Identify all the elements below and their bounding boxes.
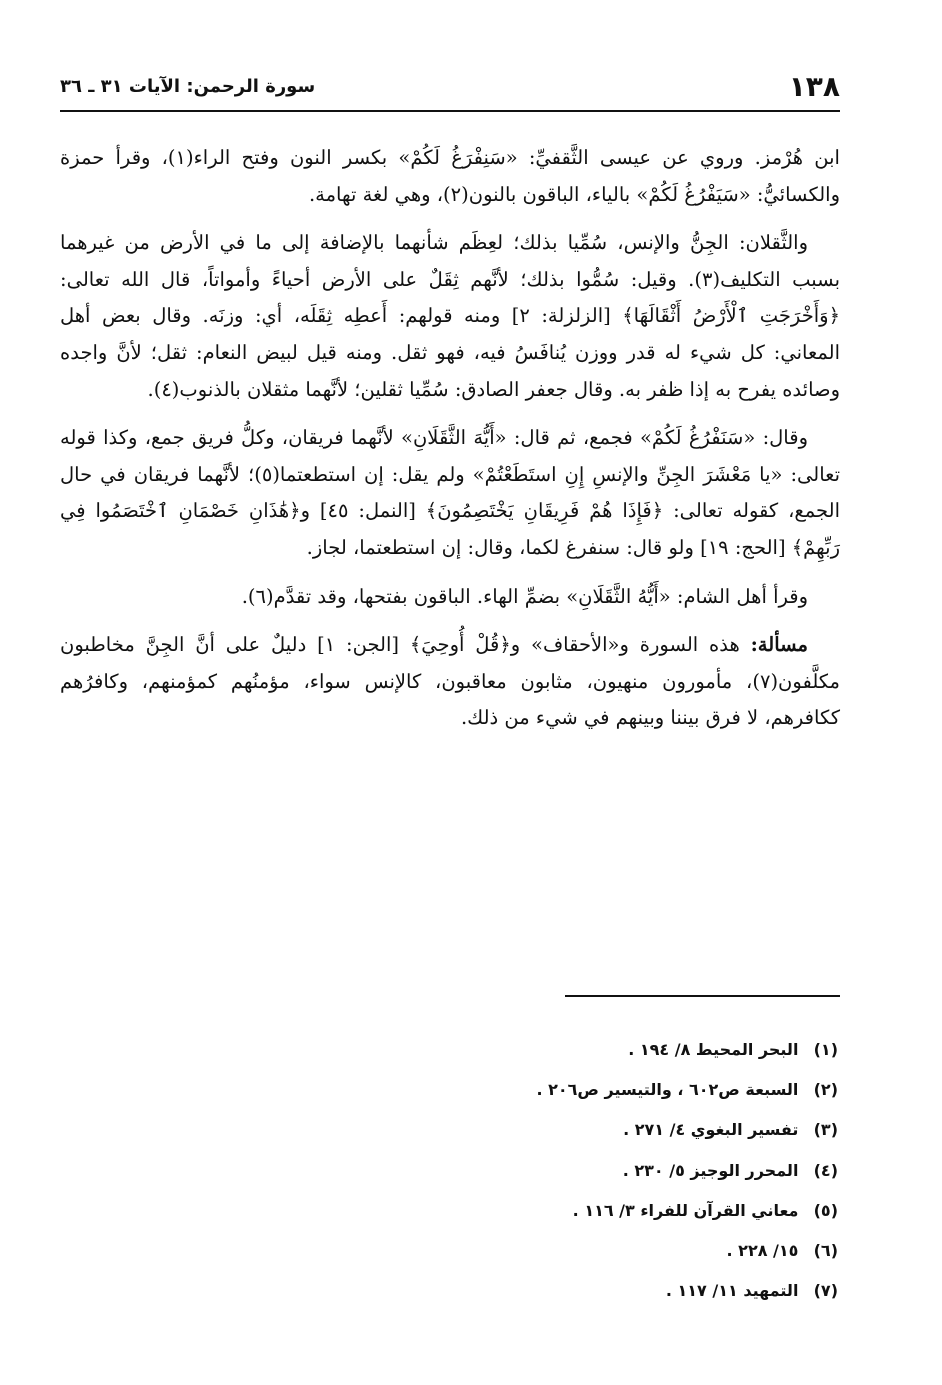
footnote-text: البحر المحيط ٨/ ١٩٤ . — [628, 1040, 799, 1059]
footnote-text: معاني القرآن للفراء ٣/ ١١٦ . — [572, 1200, 799, 1220]
paragraph-2: والثَّقلان: الجِنُّ والإنس، سُمِّيا بذلك؛ لعِظَم شأنهما بالإضافة إلى ما في الأرض من غيرهما بسبب التكليف(٣). وقيل: سُمُّوا بذلك؛ لأنَّهم ثِقَلٌ على الأرض أحياءً وأمواتاً، قال الله تعالى: ﴿وَأَخْرَجَتِ ٱلْأَرْضُ أَثْقَالَهَا﴾ [الزلزلة: ٢] ومنه قولهم: أَعطِه ثِقَلَه، أي: وزنَه. وقال بعض أهل المعاني: كل شيء له قدر ووزن يُنافَسُ فيه، فهو ثقل. ومنه قيل لبيض النعام: ثقل؛ لأنَّ واجده وصائده يفرح به إذا ظفر به. وقال جعفر الصادق: سُمِّيا ثقلين؛ لأنَّهما مثقلان بالذنوب(٤). — [60, 231, 841, 401]
paragraph-4: وقرأ أهل الشام: «أَيُّهُ الثَّقَلَانِ» بضمِّ الهاء. الباقون بفتحها، وقد تقدَّم(٦). — [241, 584, 808, 608]
main-text — [60, 140, 840, 749]
running-title: سورة الرحمن: الآيات ٣١ ـ ٣٦ — [60, 76, 316, 97]
footnote — [60, 1191, 838, 1231]
footnote-text: ١٥/ ٢٢٨ . — [726, 1241, 799, 1261]
page-header — [60, 68, 840, 108]
footnote-number: (٦) — [813, 1241, 838, 1261]
footnote — [60, 1151, 838, 1191]
paragraph-masala — [60, 627, 840, 737]
paragraph-1: ابن هُرْمز. وروي عن عيسى الثَّقفيِّ: «سَنِفْرَغُ لَكُمْ» بكسر النون وفتح الراء(١)، وقرأ حمزة والكسائيُّ: «سَيَفْرُغُ لَكُمْ» بالياء، الباقون بالنون(٢)، وهي لغة تهامة. — [60, 146, 840, 206]
footnote-text: السبعة ص٦٠٢ ، والتيسير ص٢٠٦ . — [536, 1080, 799, 1100]
masala-text: هذه السورة و«الأحقاف» و﴿قُلْ أُوحِيَ﴾ [الجن: ١] دليلٌ على أنَّ الجِنَّ مخاطبون مكلَّفون(٧)، مأمورون منهيون، مثابون معاقبون، كالإنس سواء، مؤمنُهم كمؤمنهم، وكافرُهم ككافرهم، لا فرق بيننا وبينهم في شيء من ذلك. — [60, 633, 840, 730]
footnote — [60, 1271, 838, 1311]
footnote — [60, 1231, 838, 1271]
footnote-number: (٧) — [813, 1281, 838, 1301]
footnote-number: (٤) — [813, 1160, 838, 1180]
footnote — [60, 1030, 838, 1070]
footnote-text: التمهيد ١١/ ١١٧ . — [665, 1281, 799, 1301]
masala-label: مسألة: — [750, 633, 808, 657]
footnote-number: (٢) — [813, 1080, 838, 1100]
footnote-number: (٥) — [813, 1200, 838, 1220]
footnote-text: تفسير البغوي ٤/ ٢٧١ . — [623, 1120, 799, 1140]
footnote-text: المحرر الوجيز ٥/ ٢٣٠ . — [622, 1160, 799, 1180]
page-number: ١٣٨ — [788, 70, 840, 103]
footnotes — [60, 1030, 838, 1311]
footnote-number: (١) — [813, 1040, 838, 1059]
footnote-rule — [565, 995, 840, 997]
footnote — [60, 1070, 838, 1110]
header-rule — [60, 110, 840, 112]
footnote — [60, 1110, 838, 1150]
footnote-number: (٣) — [813, 1120, 838, 1140]
paragraph-3: وقال: «سَنَفْرُغُ لَكُمْ» فجمع، ثم قال: «أَيُّهَ الثَّقَلَانِ» لأنَّهما فريقان، وكلُّ فريق جمع، وكذا قوله تعالى: «يا مَعْشَرَ الجِنِّ والإنسِ إِنِ استَطَعْتُمْ» ولم يقل: إن استطعتما(٥)؛ لأنَّهما فريقان في حال الجمع، كقوله تعالى: ﴿فَإِذَا هُمْ فَرِيقَانِ يَخْتَصِمُونَ﴾ [النمل: ٤٥] و﴿هَٰذَانِ خَصْمَانِ ٱخْتَصَمُوا فِي رَبِّهِمْ﴾ [الحج: ١٩] ولو قال: سنفرغ لكما، وقال: إن استطعتما، لجاز. — [60, 426, 840, 559]
